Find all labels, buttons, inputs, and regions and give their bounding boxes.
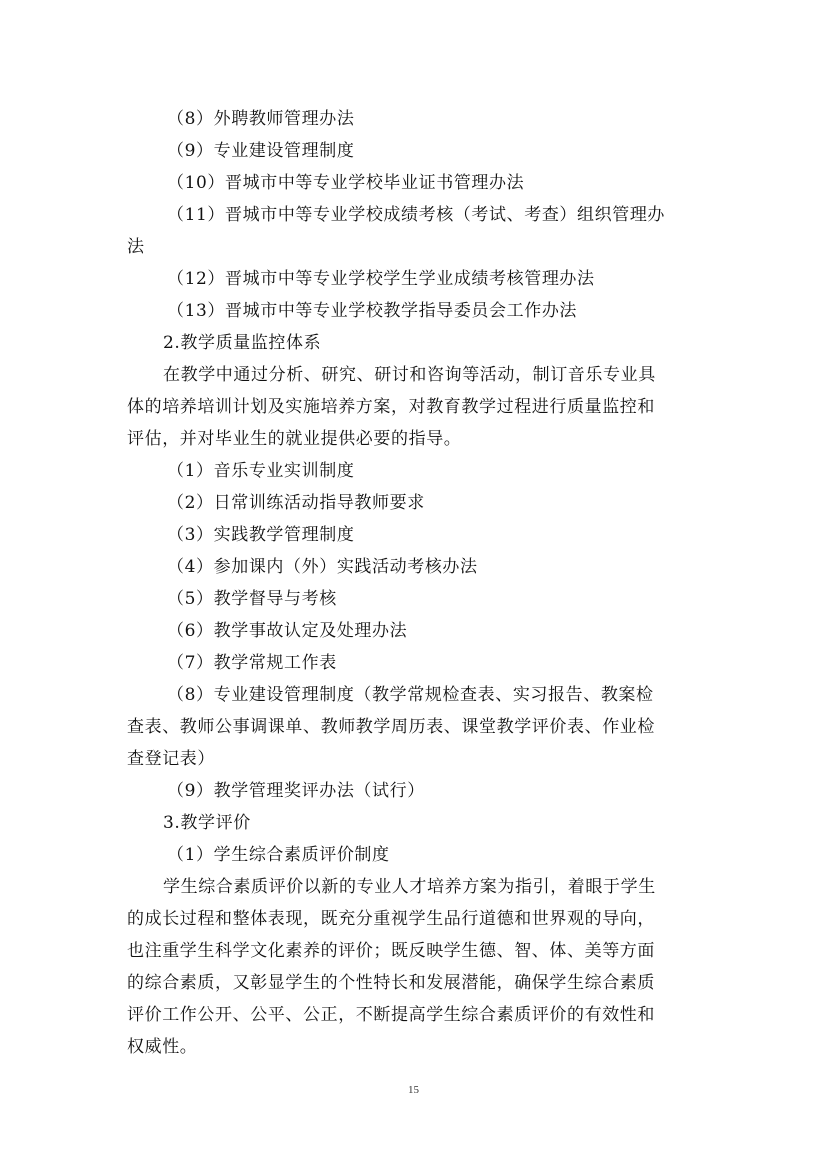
list-item: （3）实践教学管理制度 bbox=[167, 525, 355, 545]
paragraph-line: 评价工作公开、公平、公正，不断提高学生综合素质评价的有效性和 bbox=[127, 1005, 655, 1025]
paragraph-line: 评估，并对毕业生的就业提供必要的指导。 bbox=[127, 429, 462, 449]
list-item: （13）晋城市中等专业学校教学指导委员会工作办法 bbox=[167, 301, 578, 321]
list-item: （4）参加课内（外）实践活动考核办法 bbox=[167, 557, 478, 577]
list-item: （9）教学管理奖评办法（试行） bbox=[167, 781, 425, 801]
list-item: （1）音乐专业实训制度 bbox=[167, 461, 355, 481]
section-heading: 3.教学评价 bbox=[163, 813, 251, 833]
document-body bbox=[127, 103, 703, 1063]
paragraph-line: 的成长过程和整体表现，既充分重视学生品行道德和世界观的导向， bbox=[127, 909, 655, 929]
list-item-continuation: 查表、教师公事调课单、教师教学周历表、课堂教学评价表、作业检 bbox=[127, 717, 655, 737]
list-item: （10）晋城市中等专业学校毕业证书管理办法 bbox=[167, 173, 525, 193]
paragraph-line: 的综合素质，又彰显学生的个性特长和发展潜能，确保学生综合素质 bbox=[127, 973, 655, 993]
list-item-continuation: 法 bbox=[127, 237, 145, 257]
list-item: （5）教学督导与考核 bbox=[167, 589, 337, 609]
list-item-continuation: 查登记表） bbox=[127, 749, 215, 769]
list-item: （9）专业建设管理制度 bbox=[167, 141, 355, 161]
section-heading: 2.教学质量监控体系 bbox=[163, 333, 322, 353]
list-item: （2）日常训练活动指导教师要求 bbox=[167, 493, 425, 513]
list-item: （8）外聘教师管理办法 bbox=[167, 109, 355, 129]
paragraph-line: 也注重学生科学文化素养的评价；既反映学生德、智、体、美等方面 bbox=[127, 941, 655, 961]
paragraph-line: 在教学中通过分析、研究、研讨和咨询等活动，制订音乐专业具 bbox=[163, 365, 656, 385]
list-item: （1）学生综合素质评价制度 bbox=[167, 845, 390, 865]
paragraph-line: 学生综合素质评价以新的专业人才培养方案为指引，着眼于学生 bbox=[163, 877, 656, 897]
page-number: 15 bbox=[408, 1084, 419, 1096]
list-item: （12）晋城市中等专业学校学生学业成绩考核管理办法 bbox=[167, 269, 595, 289]
list-item: （8）专业建设管理制度（教学常规检查表、实习报告、教案检 bbox=[167, 685, 654, 705]
list-item: （11）晋城市中等专业学校成绩考核（考试、考查）组织管理办 bbox=[167, 205, 666, 225]
paragraph-line: 权威性。 bbox=[127, 1037, 198, 1057]
paragraph-line: 体的培养培训计划及实施培养方案，对教育教学过程进行质量监控和 bbox=[127, 397, 655, 417]
list-item: （6）教学事故认定及处理办法 bbox=[167, 621, 408, 641]
list-item: （7）教学常规工作表 bbox=[167, 653, 337, 673]
